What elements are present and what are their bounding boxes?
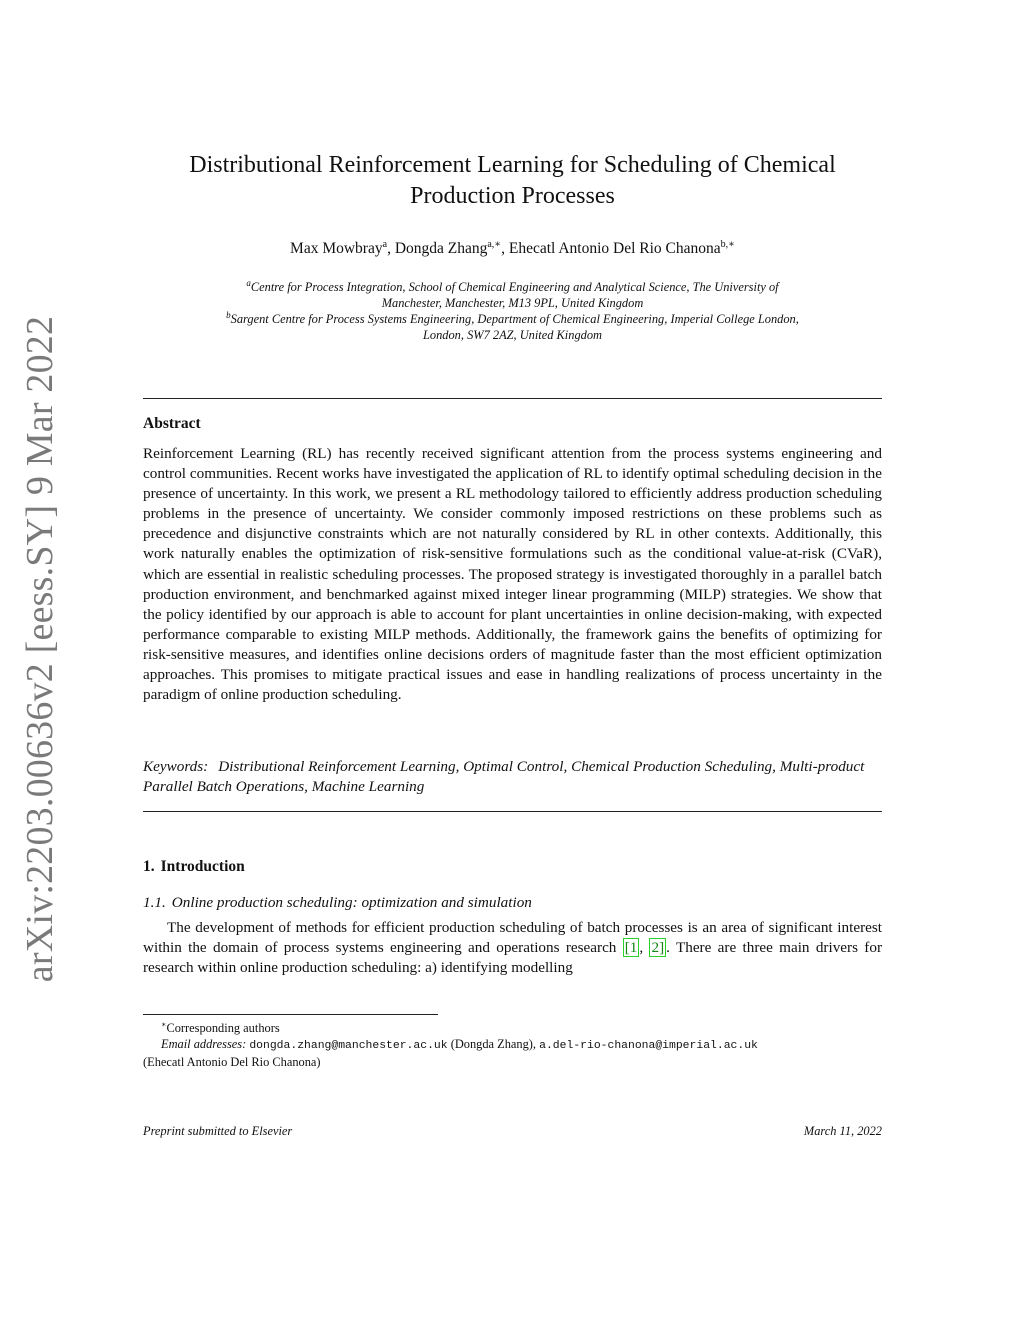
intro-text: The development of methods for efficient production scheduling of batch processes is an area of significant interest within the domain of process systems engineering and operations research bbox=[143, 919, 882, 957]
section-number: 1. bbox=[143, 858, 155, 875]
author-separator: , bbox=[387, 240, 395, 258]
intro-paragraph bbox=[143, 918, 882, 978]
affiliation-b bbox=[143, 307, 882, 343]
footnote-email-label: Email addresses: bbox=[161, 1037, 247, 1052]
footer-date: March 11, 2022 bbox=[803, 1124, 882, 1138]
arxiv-stamp-text: arXiv:2203.00636v2 [eess.SY] 9 Mar 2022 bbox=[19, 315, 62, 983]
keywords-text: Distributional Reinforcement Learning, Optimal Control, Chemical Production Scheduling, Multi-product Parallel Batch Operations, Machine Learning bbox=[143, 758, 865, 796]
top-rule bbox=[143, 398, 882, 399]
email-link[interactable]: dongda.zhang@manchester.ac.uk bbox=[249, 1040, 448, 1053]
subsection-number: 1.1. bbox=[143, 894, 166, 911]
subsection-title: Online production scheduling: optimization and simulation bbox=[171, 894, 532, 911]
author-list bbox=[143, 239, 882, 258]
intro-text: . There are three main drivers for research within online production scheduling: a) identifying modelling bbox=[143, 939, 883, 977]
keywords-label: Keywords: bbox=[143, 758, 209, 775]
affiliation-line: Centre for Process Integration, School of Chemical Engineering and Analytical Science, The University of bbox=[250, 280, 779, 295]
author-name: Max Mowbray bbox=[290, 240, 383, 258]
footnote-author-name: (Dongda Zhang), bbox=[450, 1037, 537, 1052]
citation-link[interactable]: 2] bbox=[651, 939, 665, 957]
footnote bbox=[143, 1017, 882, 1070]
abstract-bottom-rule bbox=[143, 811, 882, 812]
section-heading bbox=[143, 858, 245, 876]
footnote-corresponding: Corresponding authors bbox=[166, 1021, 280, 1036]
footnote-mark: ∗ bbox=[161, 1020, 167, 1029]
affiliation-mark: b bbox=[226, 310, 231, 320]
citation-link[interactable]: [1 bbox=[624, 939, 638, 957]
author-name: Ehecatl Antonio Del Rio Chanona bbox=[508, 240, 721, 258]
abstract-heading: Abstract bbox=[143, 415, 201, 432]
footnote-rule bbox=[143, 1014, 438, 1015]
footer-preprint-note: Preprint submitted to Elsevier bbox=[143, 1124, 293, 1138]
title-line-2: Production Processes bbox=[410, 183, 615, 209]
title-line-1: Distributional Reinforcement Learning for Scheduling of Chemical bbox=[189, 152, 836, 178]
author-affil-mark: b,∗ bbox=[720, 239, 735, 250]
author-separator: , bbox=[501, 240, 509, 258]
arxiv-stamp bbox=[8, 315, 72, 983]
abstract-body: Reinforcement Learning (RL) has recently received significant attention from the process systems engineering and control communities. Recent works have investigated the application of RL to identify optimal scheduling decision in the presence of uncertainty. In this work, we present a RL methodology tailored to efficiently address production scheduling problems in the presence of uncertainty. We consider commonly imposed restrictions on these problems such as precedence and disjunctive constraints which are not naturally considered by RL in other contexts. Additionally, this work naturally enables the optimization of risk-sensitive formulations such as the conditional value-at-risk (CVaR), which are essential in realistic scheduling processes. The proposed strategy is investigated thoroughly in a parallel batch production environment, and benchmarked against mixed integer linear programming (MILP) strategies. We show that the policy identified by our approach is able to account for plant uncertainties in online decision-making, with expected performance comparable to existing MILP methods. Additionally, the framework gains the benefits of optimizing for risk-sensitive measures, and identifies online decisions orders of magnitude faster than the most efficient optimization approaches. This promises to mitigate practical issues and ease in handling realizations of process uncertainty in the paradigm of online production scheduling. bbox=[143, 445, 882, 704]
keywords bbox=[143, 757, 882, 797]
subsection-heading bbox=[143, 894, 532, 912]
affiliation-line: Sargent Centre for Process Systems Engineering, Department of Chemical Engineering, Imperial College London, bbox=[230, 312, 799, 327]
affiliation-mark: a bbox=[246, 278, 251, 288]
affiliation-a bbox=[143, 275, 882, 311]
citation-separator: , bbox=[639, 939, 650, 957]
footnote-author-name: (Ehecatl Antonio Del Rio Chanona) bbox=[143, 1055, 321, 1070]
author-affil-mark: a,∗ bbox=[487, 239, 502, 250]
paper-title bbox=[143, 150, 882, 212]
affiliation-line: Manchester, Manchester, M13 9PL, United Kingdom bbox=[381, 296, 644, 311]
email-link[interactable]: a.del-rio-chanona@imperial.ac.uk bbox=[539, 1040, 758, 1053]
affiliation-line: London, SW7 2AZ, United Kingdom bbox=[423, 328, 602, 343]
author-name: Dongda Zhang bbox=[394, 240, 488, 258]
author-affil-mark: a bbox=[382, 239, 388, 250]
section-title: Introduction bbox=[160, 858, 245, 875]
